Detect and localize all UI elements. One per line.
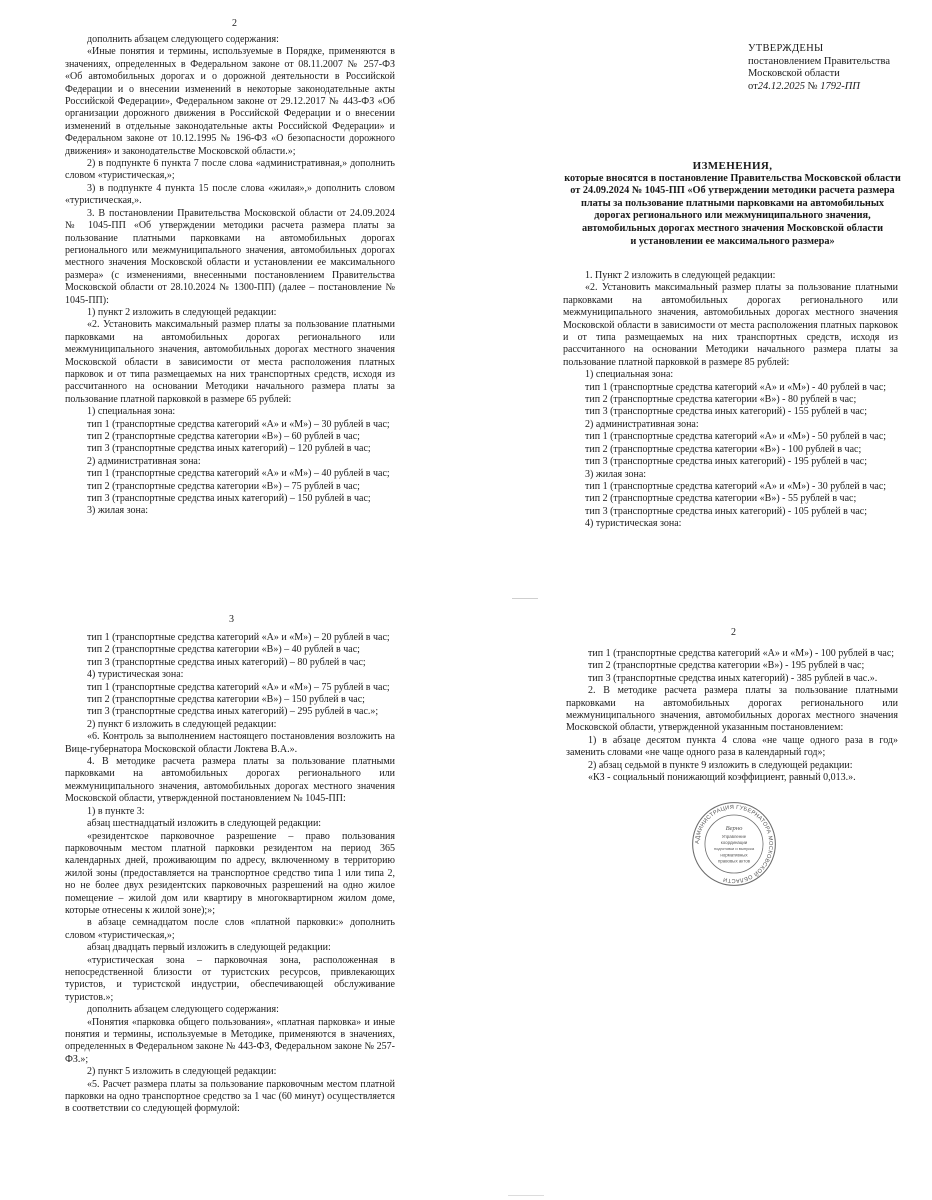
heading-line: которые вносятся в постановление Правительства Московской области xyxy=(564,172,901,184)
text-line: тип 3 (транспортные средства иных категорий) - 385 рублей в час.». xyxy=(588,672,878,684)
text-line: тип 2 (транспортные средства категории «В») – 60 рублей в час; xyxy=(87,431,360,442)
text-line: тип 2 (транспортные средства категории «В») - 100 рублей в час; xyxy=(585,443,862,455)
paragraph: 3. В постановлении Правительства Московской области от 24.09.2024 № 1045-ПП «Об утверждении методики расчета размера платы за пользование платными парковками на автомобильных дорогах регионального или межмуниципального значения, автомобильных дорогах местного значения Московской области и установлении ее максимального размера» (с изменениями, внесенными постановлением Правительства Московской области от 28.10.2024 № 1300-ПП) (далее – постановление № 1045-ПП): xyxy=(65,207,395,306)
text-line: 4) туристическая зона: xyxy=(87,669,184,681)
paragraph: абзац шестнадцатый изложить в следующей редакции: xyxy=(87,818,322,830)
paragraph: «туристическая зона – парковочная зона, расположенная в непосредственной близости от туристских ресурсов, привлекающих туристов, и туристской индустрии, обеспечивающей обслуживание туристов.»; xyxy=(65,954,395,1003)
paragraph: 1) пункт 2 изложить в следующей редакции: xyxy=(87,306,277,318)
paragraph: в абзаце семнадцатом после слов «платной парковки:» дополнить словом «туристическая,»; xyxy=(65,917,395,941)
approval-line: постановлением Правительства xyxy=(748,55,891,67)
text-line: 3) жилая зона: xyxy=(585,468,647,480)
text-line: тип 3 (транспортные средства иных категорий) – 120 рублей в час; xyxy=(87,443,371,455)
paragraph: 2) абзац седьмой в пункте 9 изложить в следующей редакции: xyxy=(588,759,853,771)
paragraph: «6. Контроль за выполнением настоящего постановления возложить на Вице-губернатора Московской области Локтева В.А.». xyxy=(65,731,395,755)
text-line: тип 2 (транспортные средства категории «В») – 75 рублей в час; xyxy=(87,480,360,492)
number-prefix: № xyxy=(807,80,818,92)
seal-ring-text: АДМИНИСТРАЦИЯ ГУБЕРНАТОРА МОСКОВСКОЙ ОБЛАСТИ xyxy=(694,804,774,884)
text-line: 1) специальная зона: xyxy=(585,369,674,381)
scan-mark xyxy=(512,598,538,599)
page-number: 2 xyxy=(731,627,736,638)
page-bottom-right xyxy=(566,648,898,784)
text-line: тип 1 (транспортные средства категорий «А» и «М») – 75 рублей в час; xyxy=(87,681,390,693)
text-line: тип 3 (транспортные средства иных категорий) – 295 рублей в час.»; xyxy=(87,706,379,718)
paragraph: «Понятия «парковка общего пользования», «платная парковка» и иные понятия и термины, используемые в Методике, применяются в значениях, определенных в Федеральном законе № 443-ФЗ, Федеральном законе № 257-ФЗ.»; xyxy=(65,1016,395,1065)
paragraph: 3) в подпункте 4 пункта 15 после слова «жилая»,» дополнить словом «туристическая,». xyxy=(65,182,395,207)
paragraph: «резидентское парковочное разрешение – право пользования парковочным местом платной парковки резидентом на период 365 календарных дней, проживающим по адресу, включенному в территорию жилой зоны (предоставляется на транспортное средство типа 1 или типа 2, но не более двух резидентских парковочных разрешений на одно жилое помещение – жилой дом или квартиру в многоквартирном жилом доме, которые отнесены к жилой зоне);»; xyxy=(65,830,395,916)
paragraph: дополнить абзацем следующего содержания: xyxy=(87,34,279,45)
seal-title: Верно xyxy=(725,824,743,832)
text-line: тип 1 (транспортные средства категорий «А» и «М») - 40 рублей в час; xyxy=(585,381,887,393)
heading-line: и установлении ее максимального размера» xyxy=(630,235,835,247)
paragraph: 1) в пункте 3: xyxy=(87,805,145,817)
approval-title: УТВЕРЖДЕНЫ xyxy=(748,43,824,54)
stamp-seal-icon xyxy=(690,800,778,888)
text-line: тип 1 (транспортные средства категорий «А» и «М») - 100 рублей в час; xyxy=(588,648,895,659)
scan-mark xyxy=(508,1195,544,1196)
text-line: 1) специальная зона: xyxy=(87,406,176,418)
heading-line: автомобильных дорогах местного значения Московской области xyxy=(581,222,884,234)
approval-block xyxy=(748,43,890,93)
paragraph: 2) в подпункте 6 пункта 7 после слова «административная,» дополнить словом «туристическая,»; xyxy=(65,158,395,182)
text-line: тип 2 (транспортные средства категории «В») - 195 рублей в час; xyxy=(588,660,865,672)
paragraph: «2. Установить максимальный размер платы за пользование платными парковками на автомобильных дорогах регионального или межмуниципального значения, автомобильных дорогах местного значения Московской области в зависимости от места расположения платных парковок и от типа размещаемых на них транспортных средств, исходя из рассчитанного на основании Методики начального размера платы за пользование платной парковкой в размере 65 рублей: xyxy=(65,319,395,405)
text-line: тип 3 (транспортные средства иных категорий) - 195 рублей в час; xyxy=(585,456,867,468)
page-bottom-left xyxy=(65,632,395,1116)
text-line: 4) туристическая зона: xyxy=(585,518,682,530)
paragraph: «2. Установить максимальный размер платы за пользование платными парковками на автомобильных дорогах регионального или межмуниципального значения, автомобильных дорогах местного значения Московской области в зависимости от места расположения платных парковок и от типа размещаемых на них транспортных средств, исходя из рассчитанного на основании Методики начального размера платы за пользование платной парковкой в размере 85 рублей: xyxy=(563,282,898,368)
seal-line: подготовки и выпуска xyxy=(713,846,755,852)
text-line: тип 1 (транспортные средства категорий «А» и «М») – 30 рублей в час; xyxy=(87,418,390,430)
paragraph: дополнить абзацем следующего содержания: xyxy=(87,1004,279,1016)
page-top-left xyxy=(65,34,395,518)
page-top-right xyxy=(563,270,898,531)
paragraph: 1. Пункт 2 изложить в следующей редакции: xyxy=(585,270,776,281)
seal-line: Управление xyxy=(721,833,747,839)
heading-line: от 24.09.2024 № 1045-ПП «Об утверждении методики расчета размера xyxy=(570,185,895,197)
text-line: 2) административная зона: xyxy=(585,418,699,430)
heading-title: ИЗМЕНЕНИЯ, xyxy=(692,160,773,172)
text-line: тип 1 (транспортные средства категорий «А» и «М») – 40 рублей в час; xyxy=(87,468,390,480)
paragraph: 4. В методике расчета размера платы за пользование платными парковками на автомобильных дорогах регионального или межмуниципального значения, автомобильных дорогах местного значения Московской области, утвержденной постановлением № 1045-ПП: xyxy=(65,756,395,805)
seal-line: координации xyxy=(720,840,748,845)
text-line: тип 3 (транспортные средства иных категорий) - 155 рублей в час; xyxy=(585,406,867,418)
paragraph: «КЗ - социальный понижающий коэффициент, равный 0,013.». xyxy=(588,772,856,784)
approval-date: 24.12.2025 xyxy=(757,80,805,92)
text-line: 2) пункт 6 изложить в следующей редакции: xyxy=(87,718,277,730)
text-line: тип 2 (транспортные средства категории «В») – 150 рублей в час; xyxy=(87,694,365,706)
approval-number: 1792-ПП xyxy=(820,80,860,92)
paragraph: 2. В методике расчета размера платы за пользование платными парковками на автомобильных дорогах регионального или межмуниципального значения, автомобильных дорогах местного значения Московской области, утвержденной указанным постановлением: xyxy=(566,685,898,734)
text-line: тип 3 (транспортные средства иных категорий) - 105 рублей в час; xyxy=(585,505,867,517)
text-line: тип 1 (транспортные средства категорий «А» и «М») - 30 рублей в час; xyxy=(585,480,887,492)
paragraph: «5. Расчет размера платы за пользование парковочным местом платной парковки на одно транспортное средство за 1 час (60 минут) осуществляется в соответствии со следующей формулой: xyxy=(65,1078,395,1115)
page-number: 2 xyxy=(232,18,237,29)
text-line: тип 2 (транспортные средства категории «В») – 40 рублей в час; xyxy=(87,644,360,656)
heading-line: дорогах регионального или межмуниципального значения, xyxy=(594,210,871,222)
text-line: тип 1 (транспортные средства категорий «А» и «М») – 20 рублей в час; xyxy=(87,632,390,643)
paragraph: 1) в абзаце десятом пункта 4 слова «не чаще одного раза в год» заменить словами «не чаще одного раза в календарный год»; xyxy=(566,734,898,759)
document-heading xyxy=(540,160,925,248)
seal-line: правовых актов xyxy=(717,858,751,864)
page-number: 3 xyxy=(229,614,234,625)
heading-line: платы за пользование платными парковками на автомобильных xyxy=(580,197,885,209)
text-line: тип 2 (транспортные средства категории «В») - 80 рублей в час; xyxy=(585,394,857,406)
text-line: тип 3 (транспортные средства иных категорий) – 80 рублей в час; xyxy=(87,656,366,668)
paragraph: «Иные понятия и термины, используемые в Порядке, применяются в значениях, определенных в Федеральном законе от 08.11.2007 № 257-ФЗ «Об автомобильных дорогах и о дорожной деятельности в Российской Федерации и о внесении изменений в некоторые законодательные акты Российской Федерации», Федеральном законе от 29.12.2017 № 443-ФЗ «Об организации дорожного движения в Российской Федерации и о внесении изменений в отдельные законодательные акты Российской Федерации» и Федеральном законе от 10.12.1995 № 196-ФЗ «О безопасности дорожного движения» и законодательстве Московской области.»; xyxy=(65,46,395,157)
date-prefix: от xyxy=(748,80,758,92)
text-line: 3) жилая зона: xyxy=(87,505,149,517)
approval-date-line xyxy=(748,81,890,94)
text-line: тип 3 (транспортные средства иных категорий) – 150 рублей в час; xyxy=(87,493,371,505)
text-line: тип 1 (транспортные средства категорий «А» и «М») - 50 рублей в час; xyxy=(585,431,887,443)
approval-line: Московской области xyxy=(748,68,840,79)
text-line: 2) административная зона: xyxy=(87,455,201,467)
paragraph: абзац двадцать первый изложить в следующей редакции: xyxy=(87,942,331,954)
seal-line: нормативных xyxy=(720,852,748,858)
text-line: тип 2 (транспортные средства категории «В») - 55 рублей в час; xyxy=(585,493,857,505)
paragraph: 2) пункт 5 изложить в следующей редакции: xyxy=(87,1066,277,1078)
